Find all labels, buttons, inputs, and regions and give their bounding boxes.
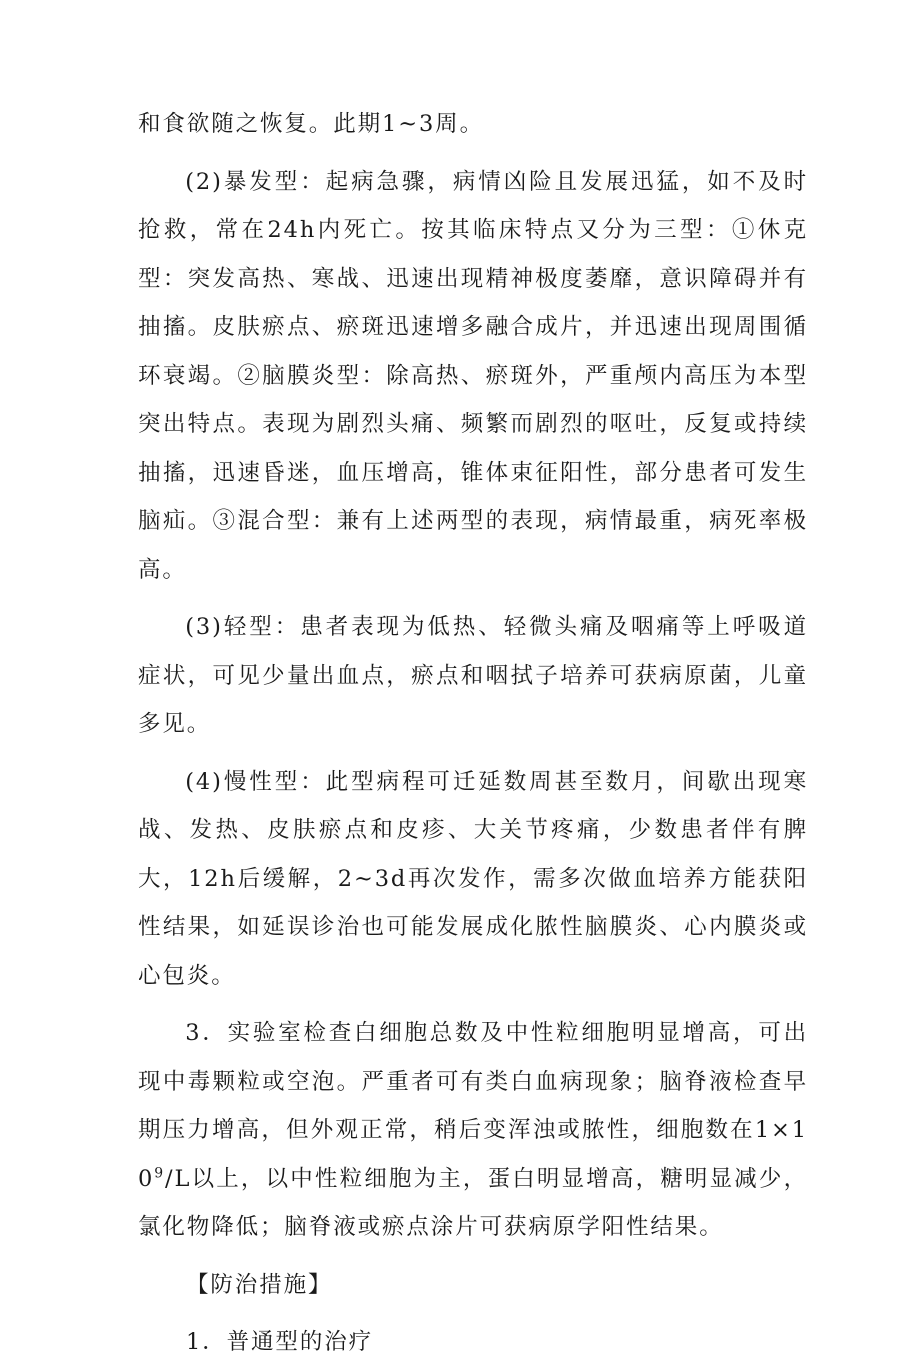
lab-text-after-exponent: /L以上，以中性粒细胞为主，蛋白明显增高，糖明显减少，氯化物降低；脑脊液或瘀点涂片可获病原学阳性结果。 [138,1165,808,1240]
section-heading-prevention-treatment: 【防治措施】 [186,1271,333,1298]
paragraph-fulminant-type: (2)暴发型：起病急骤，病情凶险且发展迅猛，如不及时抢救，常在24h内死亡。按其临床特点又分为三型：①休克型：突发高热、寒战、迅速出现精神极度萎靡，意识障碍并有抽搐。皮肤瘀点、瘀斑迅速增多融合成片，并迅速出现周围循环衰竭。②脑膜炎型：除高热、瘀斑外，严重颅内高压为本型突出特点。表现为剧烈头痛、频繁而剧烈的呕吐，反复或持续抽搐，迅速昏迷，血压增高，锥体束征阳性，部分患者可发生脑疝。③混合型：兼有上述两型的表现，病情最重，病死率极高。 [138,168,808,583]
paragraph-lab-tests [138,1009,808,1252]
paragraph-chronic-type: (4)慢性型：此型病程可迁延数周甚至数月，间歇出现寒战、发热、皮肤瘀点和皮疹、大关节疼痛，少数患者伴有脾大，12h后缓解，2~3d再次发作，需多次做血培养方能获阳性结果，如延误诊治也可能发展成化脓性脑膜炎、心内膜炎或心包炎。 [138,768,808,989]
subsection-heading-common-type-treatment: 1．普通型的治疗 [186,1329,374,1355]
lab-text-before-exponent: 3．实验室检查白细胞总数及中性粒细胞明显增高，可出现中毒颗粒或空泡。严重者可有类白血病现象；脑脊液检查早期压力增高，但外观正常，稍后变浑浊或脓性，细胞数在1×10 [138,1020,808,1192]
paragraph-mild-type: (3)轻型：患者表现为低热、轻微头痛及咽痛等上呼吸道症状，可见少量出血点，瘀点和咽拭子培养可获病原菌，儿童多见。 [138,614,808,737]
lab-exponent: 9 [154,1165,165,1181]
paragraph-recovery-period: 和食欲随之恢复。此期1~3周。 [138,111,484,137]
